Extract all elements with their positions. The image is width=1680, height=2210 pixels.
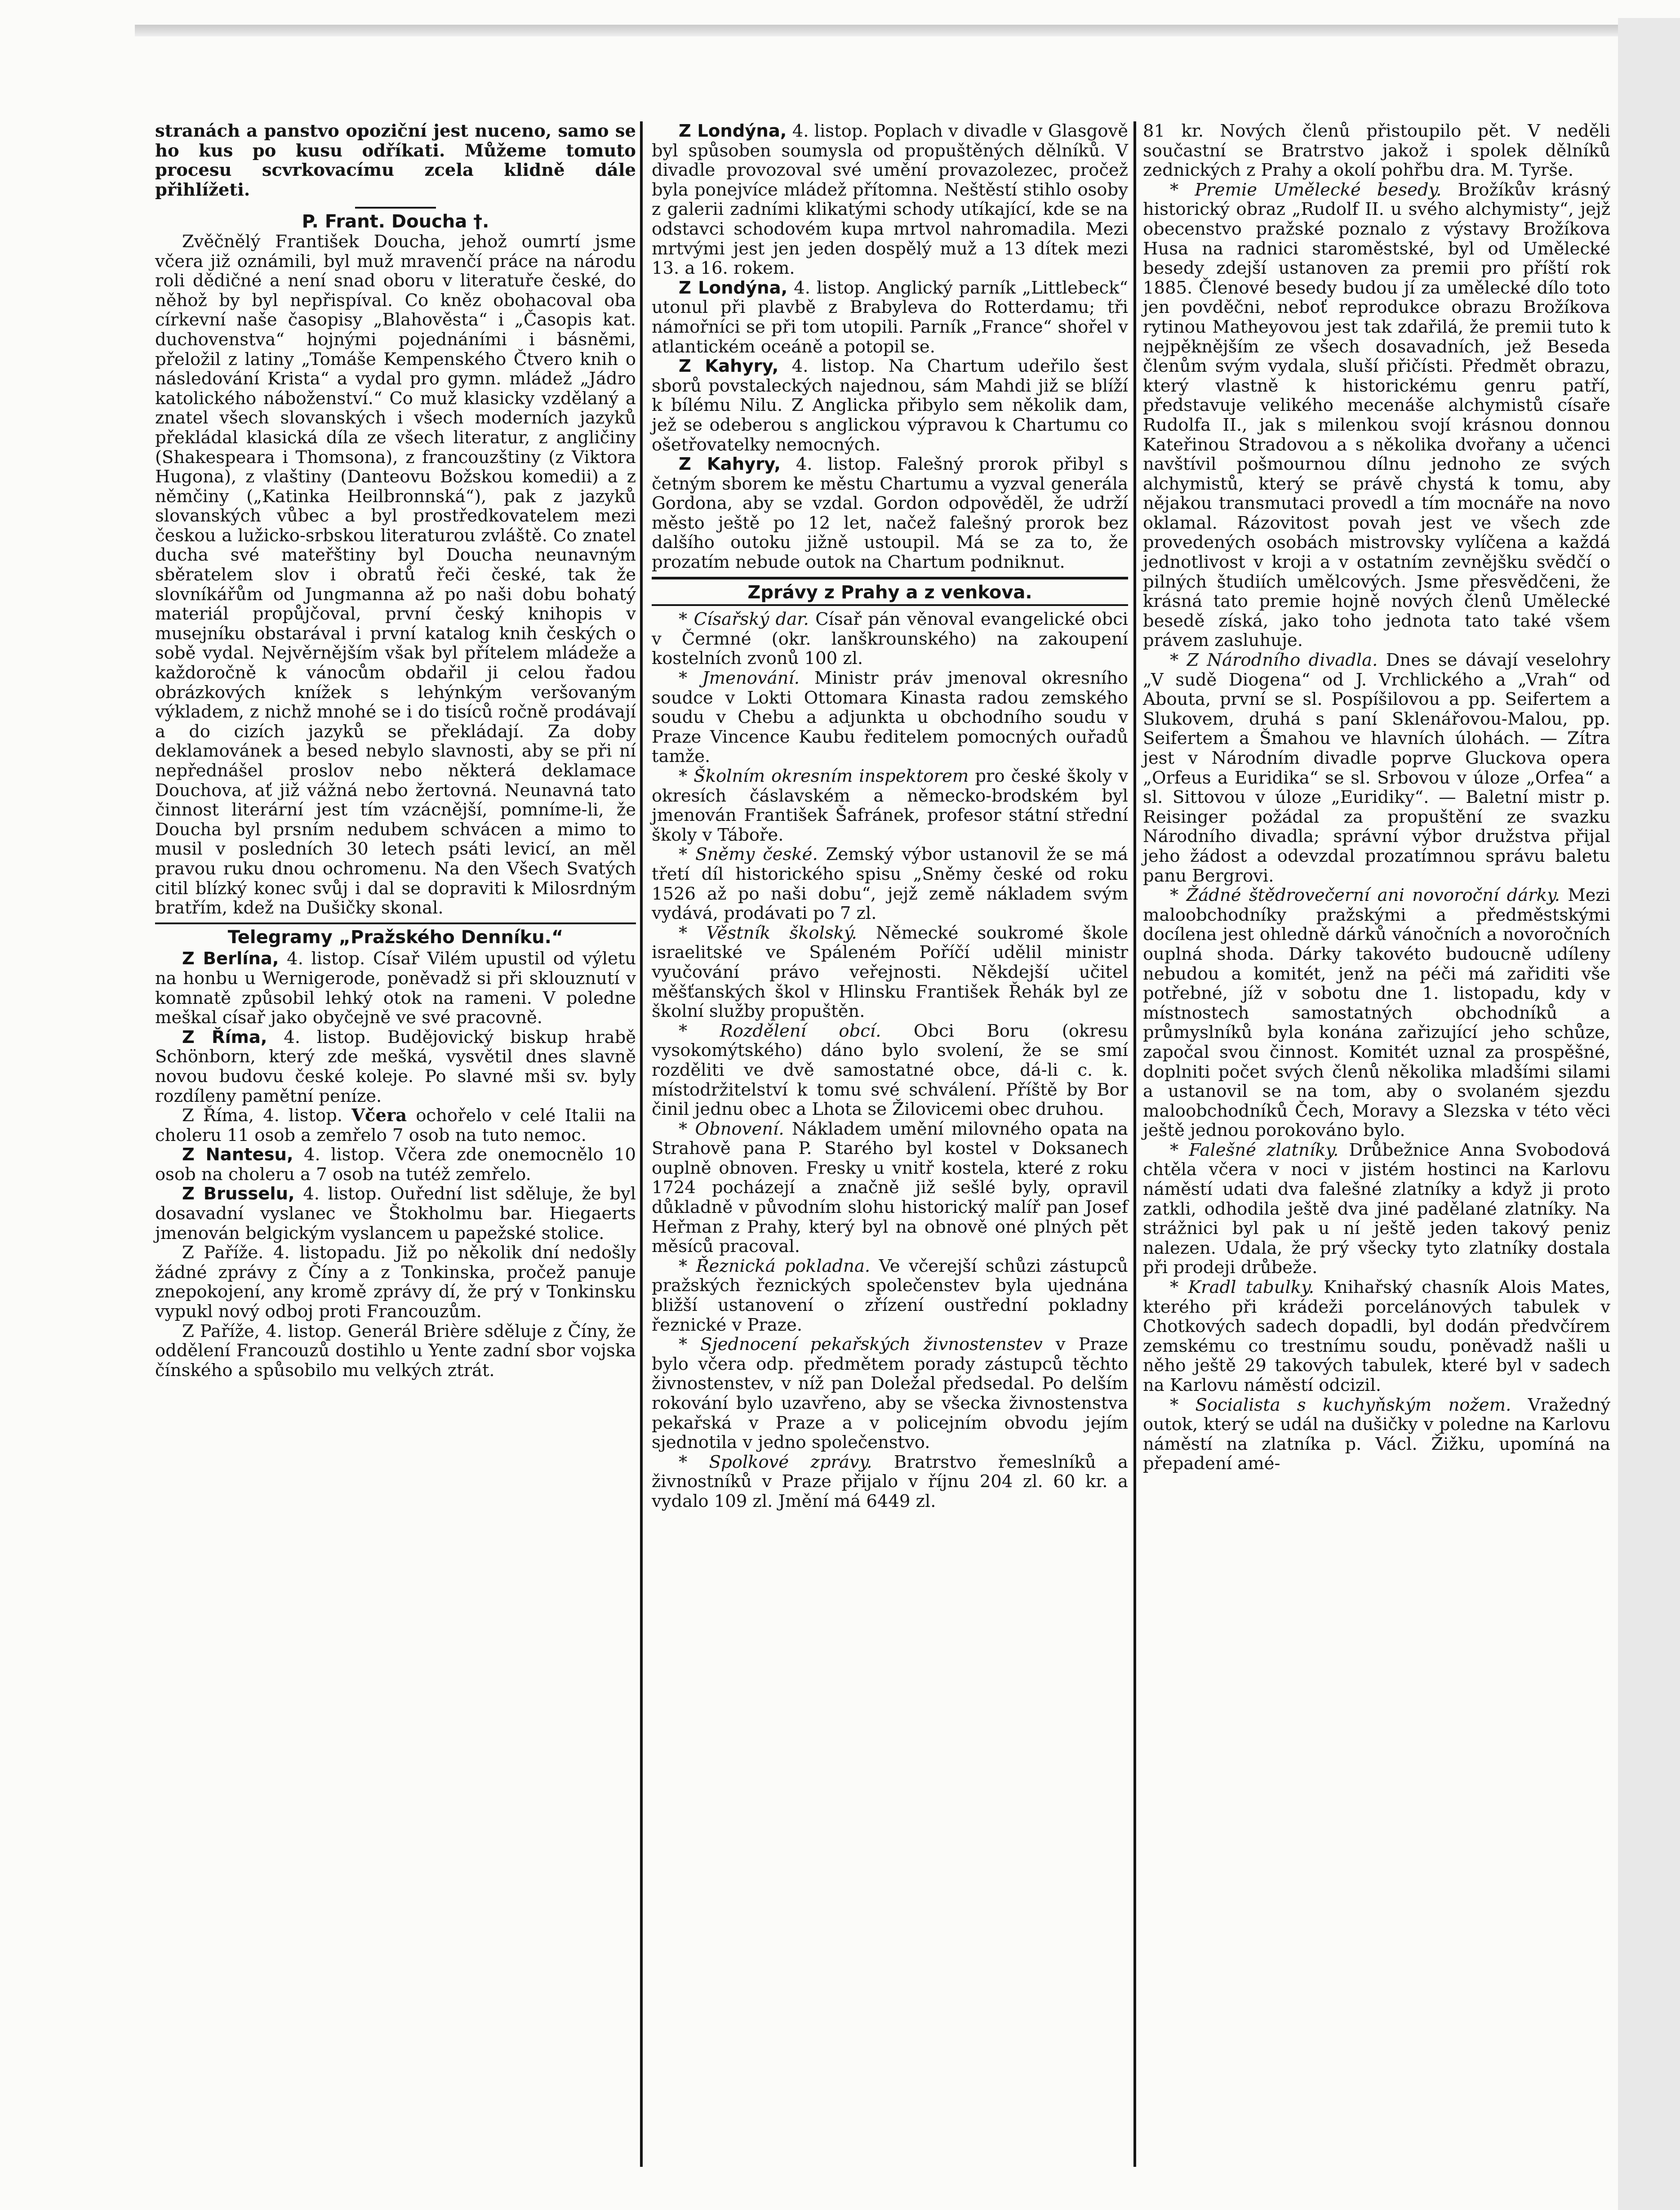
news-item: * Školním okresním inspektorem pro české školy v okresích čáslavském a německo-brodském byl jmenován František Šafránek, profesor státní střední školy v Táboře.	[652, 766, 1128, 845]
news-item: * Jmenování. Ministr práv jmenoval okresního soudce v Lokti Ottomara Kinasta radou zemského soudu v Chebu a adjunkta u obchodního soudu v Praze Vincence Kaubu ředitelem pomocných ouřadů tamže.	[652, 668, 1128, 767]
news-item: * Sněmy české. Zemský výbor ustanovil že se má třetí díl historického spisu „Sněmy české od roku 1526 až po naši dobu“, jejž země nákladem svým vydává, prodávati po 7 zl.	[652, 844, 1128, 924]
news-section-title: Zprávy z Prahy a z venkova.	[747, 582, 1032, 603]
separator	[652, 604, 1128, 606]
telegram-place: Z Říma,	[182, 1105, 254, 1126]
column-2	[652, 121, 1128, 1511]
obituary-title: P. Frant. Doucha †.	[302, 211, 489, 232]
page-top-edge	[135, 25, 1618, 36]
telegram-item: Z Kahyry, 4. listop. Na Chartum udeřilo šest sborů povstaleckých najednou, sám Mahdi již se blíží k bílému Nilu. Z Anglicka přibylo sem několik dam, jež se odeberou s anglickou výpravou k Chartumu co ošetřovatelky nemocných.	[652, 356, 1128, 455]
news-item: * Rozdělení obcí. Obci Boru (okresu vysokomýtského) dáno bylo svolení, že se smí rozděliti ve dvě samostatné obce, dá-li c. k. místodržitelství k tomu své schválení. Příště by Bor činil jednu obec a Lhota se Žilovicemi obec druhou.	[652, 1020, 1128, 1120]
news-item: * Premie Umělecké besedy. Brožíkův krásný historický obraz „Rudolf II. u svého alchymisty“, jejž obecenstvo pražské poznalo z výstavy Brožíkova Husa na radnici staroměstské, byl od Umělecké besedy zdejší ustanoven za premii pro příští rok 1885. Členové besedy budou jí za umělecké dílo toto jen povděčni, neboť reprodukce obrazu Brožíkova rytinou Matheyovou jest tak zdařilá, že premii tuto k nejpěknějším ze všech dosavadních, jež Beseda členům svým vydala, sluší přičísti. Předmět obrazu, který vlastně k historickému genru patří, představuje velikého mecenáše alchymistů císaře Rudolfa II., jak s milenkou svojí krásnou donnou Kateřinou Stradovou a s několika dvořany a učenci navštívil pošmournou dílnu jednoho ze svých alchymistů, který se právě chystá k tomu, aby nějakou transmutaci provedl a tím mocnáře na novo oklamal. Rázovitost povah jest ve všech zde provedených osobách mistrovsky vylíčena a každá jednotlivost v kroji a v ostatním zevnějšku svědčí o pilných študiích umělcových. Jsme přesvědčeni, že krásná tato premie hojně nových členů Umělecké besedě získá, jako toho jednota tato také všem právem zasluhuje.	[1143, 179, 1610, 651]
separator	[652, 577, 1128, 579]
telegram-place: Z Paříže.	[182, 1243, 264, 1263]
telegram-place: Z Kahyry,	[679, 356, 779, 377]
news-item: * Žádné štědrovečerní ani novoroční dárky. Mezi maloobchodníky pražskými a předměstskými docílena jest ohledně dárků vánočních a novoročních ouplná shoda. Dárky takovéto budoucně udíleny nebudou a komitét, jenž na péči má zařiditi vše potřebné, jíž v sobotu dne 1. listopadu, kdy v místnostech samostatných obchodníků a průmyslníků byla konána zařizující jeho schůze, započal svou činnost. Komitét uznal za prospěšné, doplniti počet svých členů několika mladšími silami a ustanovil se na tom, aby o svolaném sjezdu maloobchodníků Čech, Moravy a Slezska v této věci ještě jednou porokováno bylo.	[1143, 885, 1610, 1141]
news-item: * Socialista s kuchyňským nožem. Vražedný outok, který se udál na dušičky v poledne na Karlovu náměstí na zlatníka p. Václ. Žižku, upomíná na přepadení amé-	[1143, 1395, 1610, 1474]
article-continuation: stranách a panstvo opoziční jest nuceno, samo se ho kus po kusu odříkati. Můžeme tomuto procesu scvrkovacímu zcela klidně dále přihlížeti.	[155, 121, 636, 200]
telegram-place: Z Berlína,	[182, 949, 279, 969]
separator	[355, 207, 436, 209]
news-item: * Sjednocení pekařských živnostenstev v Praze bylo včera odp. předmětem porady zástupců těchto živnostenstev, v níž pan Doležal předsedal. Po delším rokování bylo uzavřeno, aby se všecka živnostenstva pekařská v Praze a v policejním obvodu jejím sjednotila v jedno společenstvo.	[652, 1334, 1128, 1453]
telegram-place: Z Kahyry,	[679, 454, 781, 475]
telegram-place: Z Londýna,	[679, 277, 788, 298]
telegram-item: Z Paříže, 4. listop. Generál Brière sděluje z Číny, že oddělení Francouzů dostihlo u Yente zadní sbor vojska čínského a spůsobilo mu velkých ztrát.	[155, 1321, 636, 1381]
news-item: * Císařský dar. Císař pán věnoval evangelické obci v Čermné (okr. lanškrounského) na zakoupení kostelních zvonů 100 zl.	[652, 609, 1128, 669]
telegram-item: Z Paříže. 4. listopadu. Již po několik dní nedošly žádné zprávy z Číny a z Tonkinska, pročež panuje znepokojení, any kromě zprávy dí, že prý v Tonkinsku vypukl nový odboj proti Francouzům.	[155, 1243, 636, 1322]
news-item: * Řeznická pokladna. Ve včerejší schůzi zástupců pražských řeznických společenstev byla ujednána bližší ustanovení o zřízení oustřední pokladny řeznické v Praze.	[652, 1256, 1128, 1335]
telegrams-title: Telegramy „Pražského Denníku.“	[227, 927, 564, 948]
column-3	[1143, 121, 1610, 1474]
telegram-item: Z Říma, 4. listop. Včera ochořelo v celé Italii na choleru 11 osob a zemřelo 7 osob na tuto nemoc.	[155, 1105, 636, 1145]
telegram-place: Z Paříže,	[182, 1321, 260, 1341]
separator	[155, 922, 636, 924]
column-1	[155, 121, 636, 1380]
telegram-item: Z Londýna, 4. listop. Poplach v divadle v Glasgově byl spůsoben soumysla od propuštěných dělníků. V divadle provozoval své umění provazolezec, pročež byla ponejvíce mládež přítomna. Neštěstí stihlo osoby z galerii zadními klikatými schody utíkající, kde se na odstavci schodovém kupa mrtvol nahromadila. Mezi mrtvými jest jen jeden dospělý muž a 13 dítek mezi 13. a 16. rokem.	[652, 121, 1128, 279]
telegram-item: Z Brusselu, 4. listop. Ouřední list sděluje, že byl dosavadní vyslanec ve Štokholmu bar. Hiegaerts jmenován belgickým vyslancem u papežské stolice.	[155, 1184, 636, 1243]
telegram-item: Z Kahyry, 4. listop. Falešný prorok přibyl s četným sborem ke městu Chartumu a vyzval generála Gordona, aby se vzdal. Gordon odpověděl, že udrží město ještě po 12 let, načež falešný prorok bez dalšího outoku jižně ustoupil. Má se za to, že prozatím nebude outok na Chartum podniknut.	[652, 454, 1128, 573]
column-rule-1	[640, 121, 643, 2167]
telegram-item: Z Říma, 4. listop. Budějovický biskup hrabě Schönborn, který zde mešká, vysvětil dnes slavně novou budovu české koleje. Po slavné mši sv. byly rozdíleny pamětní peníze.	[155, 1027, 636, 1106]
news-item: * Spolkové zprávy. Bratrstvo řemeslníků a živnostníků v Praze přijalo v říjnu 204 zl. 60 kr. a vydalo 109 zl. Jmění má 6449 zl.	[652, 1452, 1128, 1511]
news-item: * Falešné zlatníky. Drůbežnice Anna Svobodová chtěla včera v noci v jistém hostinci na Karlovu náměstí udati dva falešné zlatníky a když ji proto zatkli, odhodila ještě dva jiné padělané zlatníky. Na strážnici byl pak u ní ještě jeden takový peniz nalezen. Udala, že prý všecky tyto zlatníky dostala při prodeji drůbeže.	[1143, 1140, 1610, 1278]
telegram-item: Z Londýna, 4. listop. Anglický parník „Littlebeck“ utonul při plavbě z Brabyleva do Rotterdamu; tři námořníci se při tom utopili. Parník „France“ shořel v atlantickém oceáně a potopil se.	[652, 277, 1128, 357]
telegram-item: Z Berlína, 4. listop. Císař Vilém upustil od výletu na honbu u Wernigerode, poněvadž si při sklouznutí v komnatě způsobil lehký otok na rameni. V poledne meškal císař jako obyčejně ve své pracovně.	[155, 949, 636, 1028]
telegram-place: Z Brusselu,	[182, 1184, 295, 1204]
telegram-place: Z Nantesu,	[182, 1145, 293, 1165]
news-item: * Věstník školský. Německé soukromé škole israelitské ve Spáleném Poříčí udělil ministr vyučování právo veřejnosti. Někdejší učitel měšťanských škol v Hlinsku František Řehák byl ze školní služby propuštěn.	[652, 922, 1128, 1022]
obituary-text: Zvěčnělý František Doucha, jehož oumrtí jsme včera již oznámili, byl muž mravenčí práce na národu roli dědičné a není snad oboru v literatuře české, do něhož by byl nepřispíval. Co kněz obohacoval oba církevní naše časopisy „Blahověsta“ i „Časopis kat. duchovenstva“ hojnými pojednáními i básněmi, přeložil z latiny „Tomáše Kempenského Čtvero knih o následování Krista“ a vydal pro gymn. mládež „Jádro katolického náboženství.“ Co muž klasicky vzdělaný a znatel všech slovanských i všech moderních jazyků překládal klasická díla ze všech literatur, z angličiny (Shakespeara i Thomsona), z francouzštiny (z Viktora Hugona), z vlaštiny (Danteovu Božskou komedii) a z němčiny („Katinka Heilbronnská“), pak z jazyků slovanských vůbec a byl prostředkovatelem mezi českou a lužicko-srbskou literaturou zvláště. Co znatel ducha své mateřštiny byl Doucha neunavným sběratelem slov i obratů řeči české, tak že slovníkářům od Jungmanna až po naši dobu bohatý materiál propůjčoval, první český knihopis v musejníku obstarával i první katalog knih českých o sobě vydal. Nejvěrnějším však byl přítelem mládeže a každoročně k vánocům obdařil ji celou řadou obrázkových knížek s lehýnkým veršovaným výkladem, z nichž mnohé se i do tisíců ročně prodávají a do cizích jazyků se překládají. Za doby deklamovánek a besed nebylo slavnosti, aby se při ní nepřednášel proslov nebo některá deklamace Douchova, ať již vážná nebo žertovná. Neunavná tato činnost literární jest tím vzácnější, pomníme-li, že Doucha byl prsním nedubem schvácen a mimo to musil v posledních 30 letech psáti levicí, an měl pravou ruku dnou ochromenu. Na den Všech Svatých citil blízký konec svůj i dal se dopraviti k Milosrdným bratřím, kdež na Dušičky skonal.	[155, 231, 636, 918]
news-item-continuation: 81 kr. Nových členů přistoupilo pět. V neděli součastní se Bratrstvo jakož i spolek dělníků zednických z Prahy a okolí pohřbu dra. M. Tyrše.	[1143, 121, 1610, 181]
page-right-edge	[1618, 18, 1680, 2210]
column-rule-2	[1133, 121, 1136, 2167]
telegram-place: Z Londýna,	[679, 121, 787, 141]
news-item: * Obnovení. Nákladem umění milovného opata na Strahově pana P. Starého byl kostel v Doksanech ouplně obnoven. Fresky u vnitř kostela, které z roku 1724 pocházejí a značně již sešlé byly, opravil důkladně v původním slohu historický malíř pan Josef Heřman z Prahy, který byl na obnově oné plných pět měsíců pracoval.	[652, 1118, 1128, 1257]
telegram-item: Z Nantesu, 4. listop. Včera zde onemocnělo 10 osob na choleru a 7 osob na tutéž zemřelo.	[155, 1145, 636, 1185]
news-item: * Kradl tabulky. Knihařský chasník Alois Mates, kterého při krádeži porcelánových tabulek v Chotkových sadech dopadli, byl dodán předvčírem zemskému co trestnímu soudu, poněvadž našli u něho ještě 29 takových tabulek, které byl v sadech na Karlovu náměstí odcizil.	[1143, 1277, 1610, 1395]
news-item: * Z Národního divadla. Dnes se dávají veselohry „V sudě Diogena“ od J. Vrchlického a „Vrah“ od Abouta, první se sl. Pospíšilovou a pp. Seifertem a Slukovem, druhá s paní Sklenářovou-Malou, pp. Seifertem a Šmahou ve hlavních úlohách. — Zítra jest v Národním divadle poprve Gluckova opera „Orfeus a Euridika“ se sl. Srbovou v úloze „Orfea“ a sl. Sittovou v úloze „Euridiky“. — Baletní mistr p. Reisinger požádal za propuštění ze svazku Národního divadla; správní výbor družstva přijal jeho žádost a odevzdal prozatímnou správu baletu panu Bergrovi.	[1143, 650, 1610, 886]
telegram-place: Z Říma,	[182, 1027, 267, 1047]
